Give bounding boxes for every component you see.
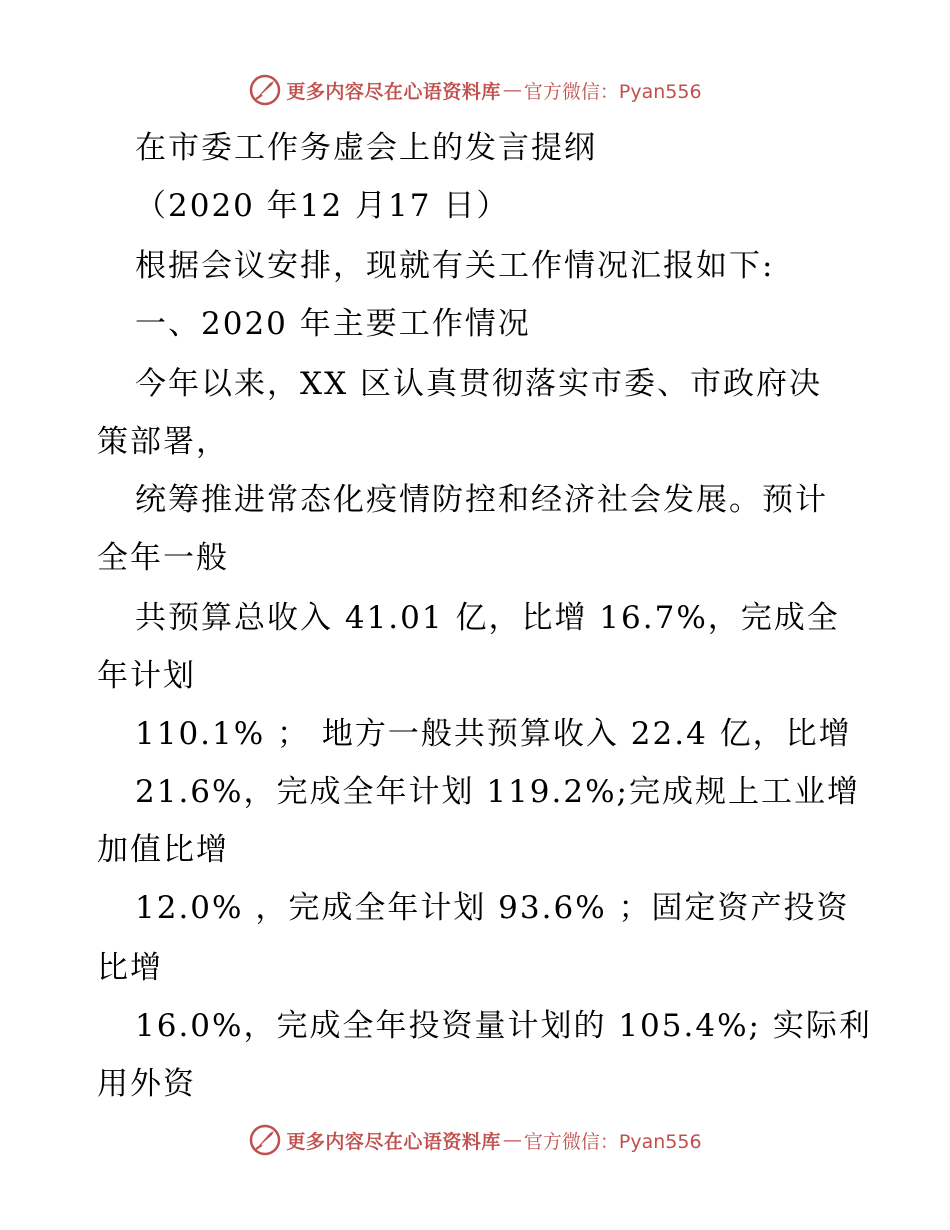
- watermark-banner-top: [0, 70, 950, 110]
- watermark-separator: —: [502, 79, 522, 101]
- paragraph-line: 共预算总收入 41.01 亿，比增 16.7%，完成全: [135, 600, 840, 636]
- paragraph-line: 比增: [97, 950, 163, 986]
- paragraph-line: 加值比增: [97, 832, 229, 868]
- paragraph-line: 用外资: [97, 1066, 196, 1102]
- watermark-account-text: 官方微信：Pyan556: [523, 80, 702, 103]
- paragraph-line: 策部署，: [97, 424, 229, 460]
- watermark-brand-text: 更多内容尽在心语资料库: [286, 80, 501, 103]
- paragraph-line: 根据会议安排，现就有关工作情况汇报如下:: [135, 248, 775, 284]
- paragraph-line: 21.6%，完成全年计划 119.2%;完成规上工业增: [135, 774, 860, 810]
- quill-pen-icon: [248, 1123, 282, 1157]
- paragraph-line: 12.0% ，完成全年计划 93.6% ；固定资产投资: [135, 890, 850, 926]
- section-heading: 一、2020 年主要工作情况: [135, 306, 531, 342]
- watermark-separator: —: [502, 1129, 522, 1151]
- document-title: 在市委工作务虚会上的发言提纲: [135, 130, 597, 166]
- watermark-account-text: 官方微信：Pyan556: [523, 1130, 702, 1153]
- paragraph-line: 统筹推进常态化疫情防控和经济社会发展。预计: [135, 482, 828, 518]
- paragraph-line: 今年以来，XX 区认真贯彻落实市委、市政府决: [135, 366, 822, 402]
- paragraph-line: 110.1% ； 地方一般共预算收入 22.4 亿，比增: [135, 716, 852, 752]
- watermark-brand-text: 更多内容尽在心语资料库: [286, 1130, 501, 1153]
- quill-pen-icon: [248, 73, 282, 107]
- paragraph-line: 年计划: [97, 658, 196, 694]
- paragraph-line: 16.0%，完成全年投资量计划的 105.4%; 实际利: [135, 1008, 872, 1044]
- watermark-banner-bottom: [0, 1120, 950, 1160]
- paragraph-line: 全年一般: [97, 540, 229, 576]
- document-date: （2020 年12 月17 日）: [135, 188, 510, 224]
